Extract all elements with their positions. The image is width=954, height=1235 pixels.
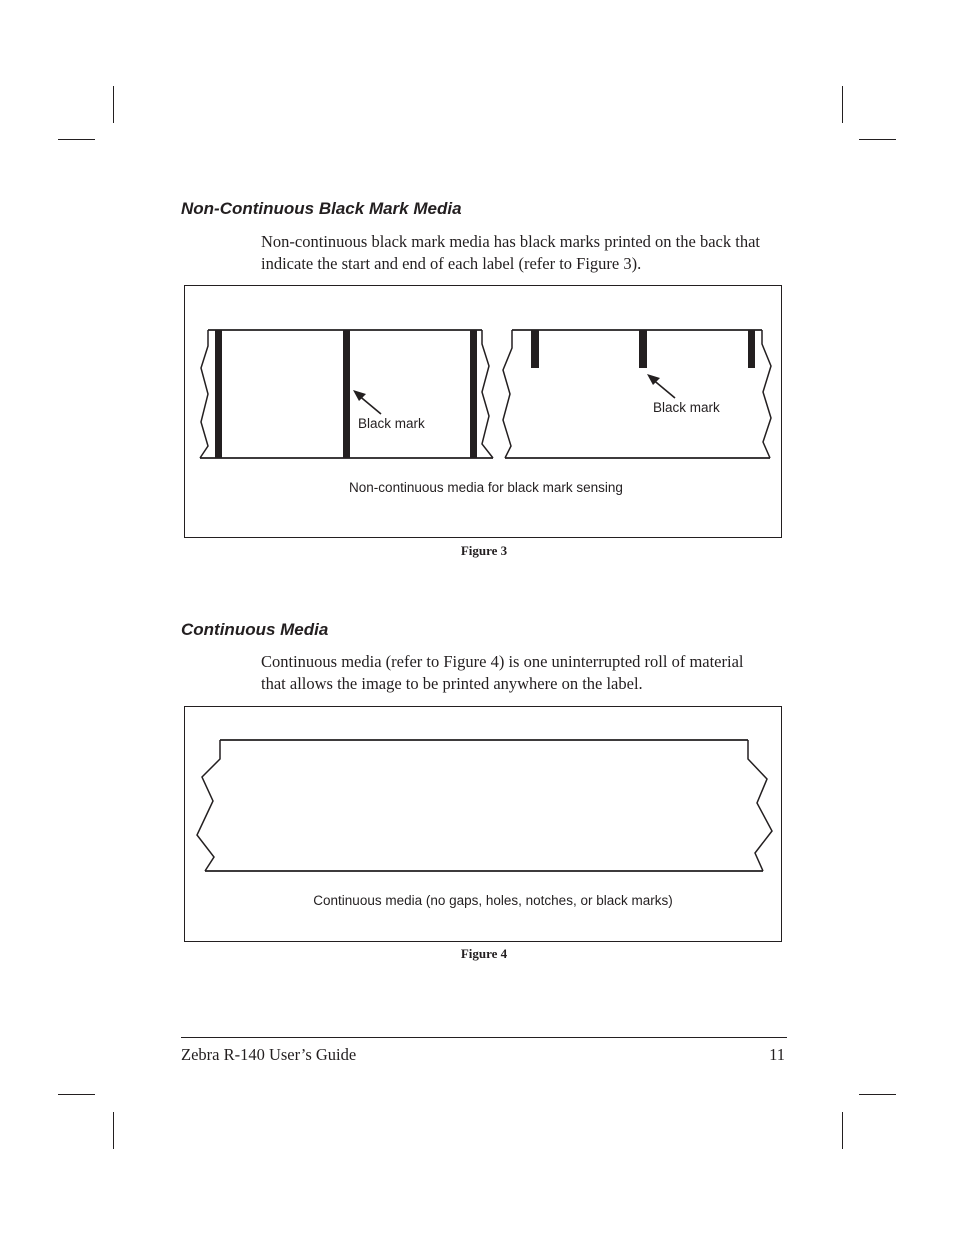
crop-mark: [58, 1094, 95, 1095]
crop-mark: [859, 139, 896, 140]
paragraph-line: that allows the image to be printed anywhere on the label.: [261, 674, 643, 693]
torn-edge: [762, 330, 771, 458]
torn-edge: [200, 330, 208, 458]
footer-rule: [181, 1037, 787, 1038]
crop-mark: [58, 139, 95, 140]
figure-caption: Figure 4: [460, 946, 508, 961]
black-mark-label: Black mark: [653, 400, 720, 415]
crop-mark: [842, 86, 843, 123]
black-mark-label: Black mark: [358, 416, 425, 431]
crop-mark: [842, 1112, 843, 1149]
page-number: 11: [769, 1045, 785, 1064]
section-heading: Non-Continuous Black Mark Media: [181, 199, 462, 218]
figure-3: [184, 285, 782, 538]
continuous-media-diagram: [185, 707, 783, 943]
arrow-icon: [353, 390, 381, 414]
crop-mark: [113, 86, 114, 123]
torn-edge: [482, 330, 493, 458]
torn-edge: [197, 740, 220, 871]
paragraph-line: indicate the start and end of each label (refer to Figure 3).: [261, 254, 642, 273]
section-paragraph: [261, 231, 786, 275]
crop-mark: [113, 1112, 114, 1149]
figure-caption: Figure 3: [460, 543, 508, 558]
figure-4: [184, 706, 782, 942]
paragraph-line: Continuous media (refer to Figure 4) is one uninterrupted roll of material: [261, 652, 744, 671]
footer-title: Zebra R-140 User’s Guide: [181, 1045, 357, 1064]
torn-edge: [748, 740, 772, 871]
figure-description: Non-continuous media for black mark sensing: [349, 480, 623, 495]
figure-description: Continuous media (no gaps, holes, notches, or black marks): [313, 893, 673, 908]
section-paragraph: [261, 651, 786, 695]
arrow-icon: [647, 374, 675, 398]
crop-mark: [859, 1094, 896, 1095]
black-mark: [470, 330, 477, 458]
paragraph-line: Non-continuous black mark media has black marks printed on the back that: [261, 232, 760, 251]
black-mark: [639, 330, 647, 368]
black-mark-media-diagram: [185, 286, 783, 539]
black-mark: [343, 330, 350, 458]
black-mark: [748, 330, 755, 368]
section-heading: Continuous Media: [181, 620, 329, 639]
black-mark: [215, 330, 222, 458]
black-mark: [531, 330, 539, 368]
torn-edge: [503, 330, 512, 458]
